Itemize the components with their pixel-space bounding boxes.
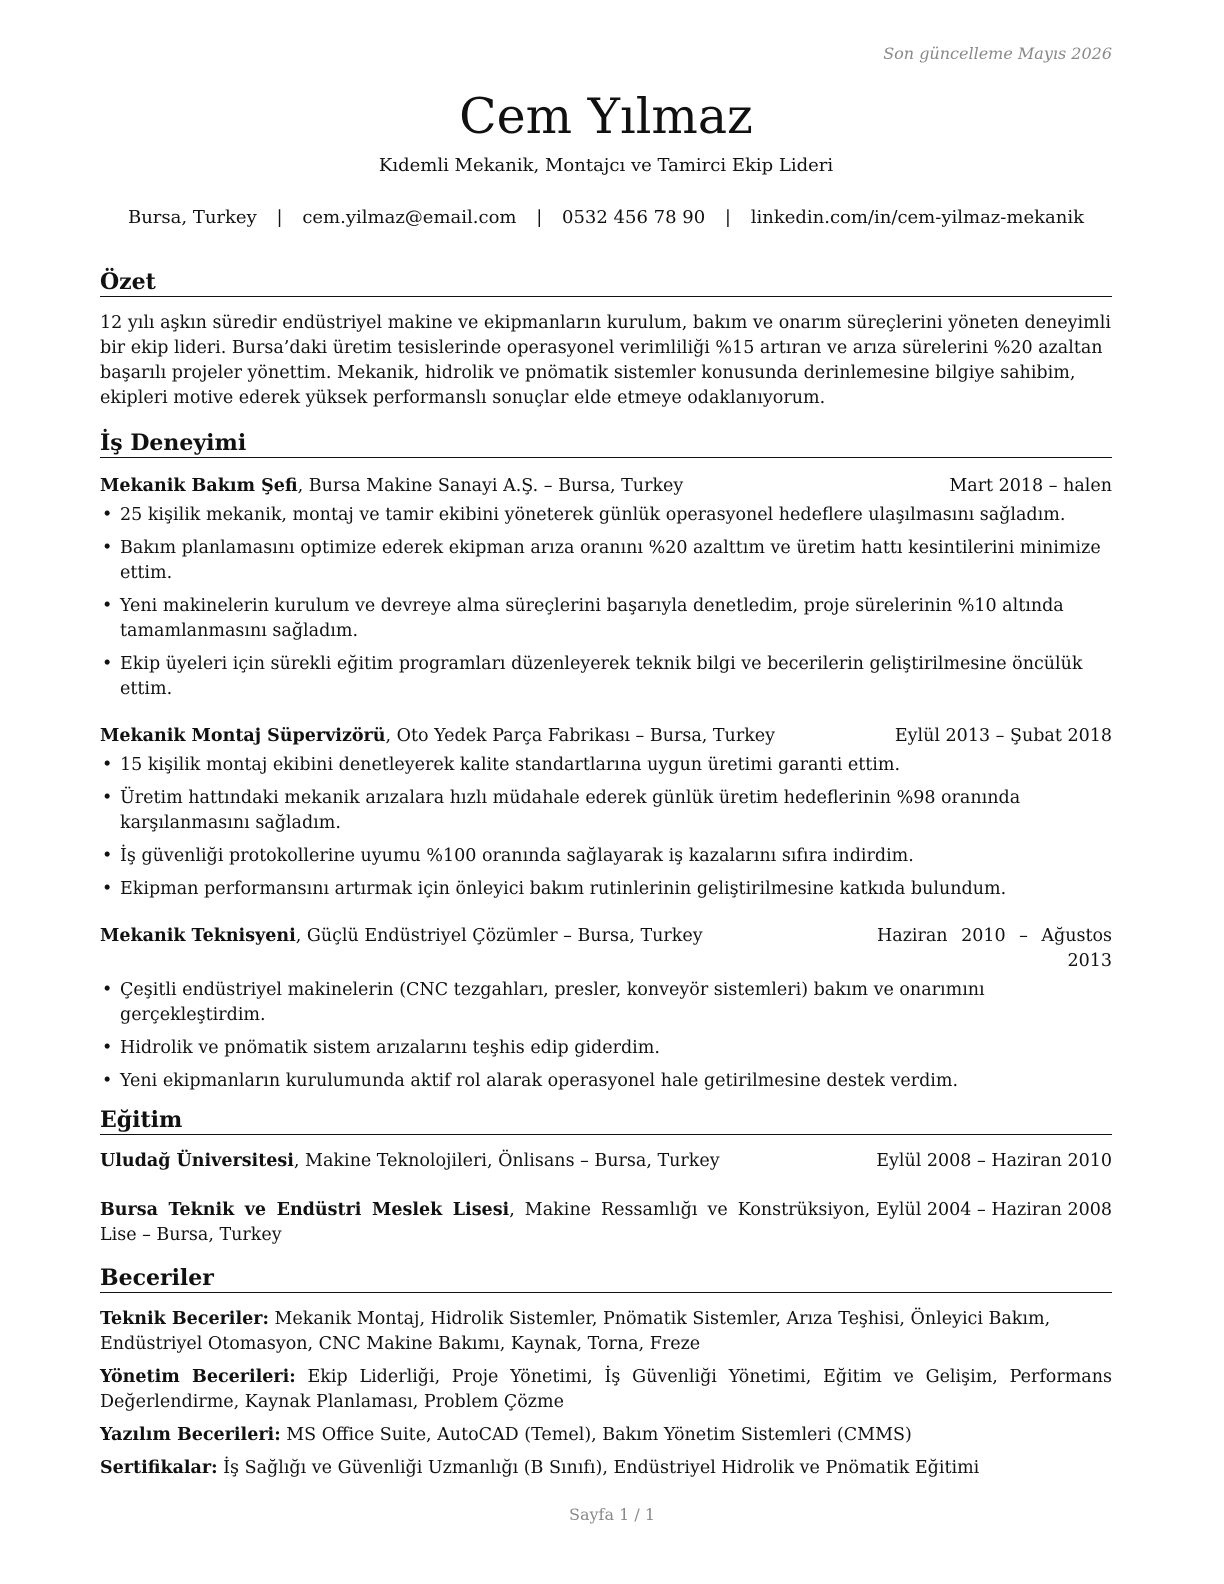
skills-value: İş Sağlığı ve Güvenliği Uzmanlığı (B Sınıfı), Endüstriyel Hidrolik ve Pnömatik Eğitimi <box>217 1458 980 1478</box>
skills-value: Ekip Liderliği, Proje Yönetimi, İş Güvenliği Yönetimi, Eğitim ve Gelişim, Performans Değerlendirme, Kaynak Planlaması, Problem Çözme <box>100 1367 1112 1412</box>
contact-email[interactable]: cem.yilmaz@email.com <box>302 207 517 228</box>
education-entry <box>100 1198 1112 1248</box>
job-company: , Oto Yedek Parça Fabrikası – Bursa, Turkey <box>385 726 776 746</box>
education-dates: Eylül 2008 – Haziran 2010 <box>876 1151 1112 1171</box>
job-entry <box>100 724 1112 902</box>
job-entry <box>100 474 1112 702</box>
separator: | <box>724 207 731 228</box>
school-name: Uludağ Üniversitesi <box>100 1151 294 1171</box>
school-detail: , Makine Teknolojileri, Önlisans – Bursa, Turkey <box>293 1151 720 1171</box>
job-role: Mekanik Bakım Şefi <box>100 476 298 496</box>
separator: | <box>276 207 283 228</box>
school-name: Bursa Teknik ve Endüstri Meslek Lisesi <box>100 1200 510 1220</box>
job-role: Mekanik Teknisyeni <box>100 926 296 946</box>
section-heading-education: Eğitim <box>100 1106 1112 1135</box>
job-company: , Bursa Makine Sanayi A.Ş. – Bursa, Turkey <box>297 476 684 496</box>
skills-line <box>100 1423 1112 1448</box>
page-number: Sayfa 1 / 1 <box>568 1505 655 1524</box>
job-dates: Eylül 2013 – Şubat 2018 <box>894 726 1112 746</box>
skills-label: Sertifikalar: <box>100 1458 218 1478</box>
summary-section <box>100 268 1112 411</box>
job-bullet: • Çeşitli endüstriyel makinelerin (CNC tezgahları, presler, konveyör sistemleri) bakım ve onarımını gerçekleştirdim. <box>100 978 1112 1028</box>
skills-section <box>100 1264 1112 1481</box>
last-updated: Son güncelleme Mayıs 2026 <box>883 44 1112 63</box>
contact-linkedin[interactable]: linkedin.com/in/cem-yilmaz-mekanik <box>750 207 1084 228</box>
job-bullet: • Yeni makinelerin kurulum ve devreye alma süreçlerini başarıyla denetledim, proje sürelerinin %10 altında tamamlanmasını sağladım. <box>100 594 1112 644</box>
section-heading-summary: Özet <box>100 268 1112 297</box>
education-section <box>100 1106 1112 1248</box>
job-company: , Güçlü Endüstriyel Çözümler – Bursa, Turkey <box>295 926 703 946</box>
education-entry <box>100 1149 1112 1174</box>
job-bullet: • Bakım planlamasını optimize ederek ekipman arıza oranını %20 azalttım ve üretim hattı kesintilerini minimize ettim. <box>100 536 1112 586</box>
job-bullet: • İş güvenliği protokollerine uyumu %100 oranında sağlayarak iş kazalarını sıfıra indirdim. <box>100 844 1112 869</box>
job-role: Mekanik Montaj Süpervizörü <box>100 726 386 746</box>
job-dates: Haziran 2010 – Ağustos 2013 <box>877 926 1112 971</box>
job-bullet: • Üretim hattındaki mekanik arızalara hızlı müdahale ederek günlük üretim hedeflerinin %98 oranında karşılanmasını sağladım. <box>100 786 1112 836</box>
skills-line <box>100 1307 1112 1357</box>
job-bullet: • Hidrolik ve pnömatik sistem arızalarını teşhis edip giderdim. <box>100 1036 1112 1061</box>
experience-section <box>100 429 1112 1094</box>
contact-location: Bursa, Turkey <box>127 207 257 228</box>
candidate-name: Cem Yılmaz <box>459 88 753 145</box>
section-heading-skills: Beceriler <box>100 1264 1112 1293</box>
skills-value: Mekanik Montaj, Hidrolik Sistemler, Pnömatik Sistemler, Arıza Teşhisi, Önleyici Bakım, Endüstriyel Otomasyon, CNC Makine Bakımı, Kaynak, Torna, Freze <box>100 1309 1051 1354</box>
separator: | <box>536 207 543 228</box>
school-detail: , Makine Ressamlığı ve Konstrüksiyon, Lise – Bursa, Turkey <box>100 1200 871 1245</box>
education-dates: Eylül 2004 – Haziran 2008 <box>876 1200 1112 1220</box>
contact-line <box>100 206 1112 230</box>
skills-label: Yazılım Becerileri: <box>100 1425 281 1445</box>
skills-value: MS Office Suite, AutoCAD (Temel), Bakım Yönetim Sistemleri (CMMS) <box>280 1425 912 1445</box>
job-bullet: • 25 kişilik mekanik, montaj ve tamir ekibini yöneterek günlük operasyonel hedeflere ulaşılmasını sağladım. <box>100 503 1112 528</box>
job-bullet: • Ekipman performansını artırmak için önleyici bakım rutinlerinin geliştirilmesine katkıda bulundum. <box>100 877 1112 902</box>
contact-phone: 0532 456 78 90 <box>562 207 706 228</box>
skills-label: Yönetim Becerileri: <box>100 1367 296 1387</box>
candidate-title: Kıdemli Mekanik, Montajcı ve Tamirci Ekip Lideri <box>378 155 834 176</box>
job-entry <box>100 924 1112 1094</box>
summary-text: 12 yılı aşkın süredir endüstriyel makine ve ekipmanların kurulum, bakım ve onarım süreçlerini yöneten deneyimli bir ekip lideri. Bursa’daki üretim tesislerinde operasyonel verimliliği %15 artıran ve arıza sürelerini %20 azaltan başarılı projeler yönettim. Mekanik, hidrolik ve pnömatik sistemler konusunda derinlemesine bilgiye sahibim, ekipleri motive ederek yüksek performanslı sonuçlar elde etmeye odaklanıyorum. <box>100 313 1111 408</box>
skills-label: Teknik Beceriler: <box>100 1309 269 1329</box>
section-heading-experience: İş Deneyimi <box>100 429 1112 458</box>
skills-line <box>100 1456 1112 1481</box>
skills-line <box>100 1365 1112 1415</box>
job-dates: Mart 2018 – halen <box>949 476 1112 496</box>
job-bullet: • Yeni ekipmanların kurulumunda aktif rol alarak operasyonel hale getirilmesine destek verdim. <box>100 1069 1112 1094</box>
job-bullet: • 15 kişilik montaj ekibini denetleyerek kalite standartlarına uygun üretimi garanti ettim. <box>100 753 1112 778</box>
job-bullet: • Ekip üyeleri için sürekli eğitim programları düzenleyerek teknik bilgi ve becerilerin geliştirilmesine öncülük ettim. <box>100 652 1112 702</box>
